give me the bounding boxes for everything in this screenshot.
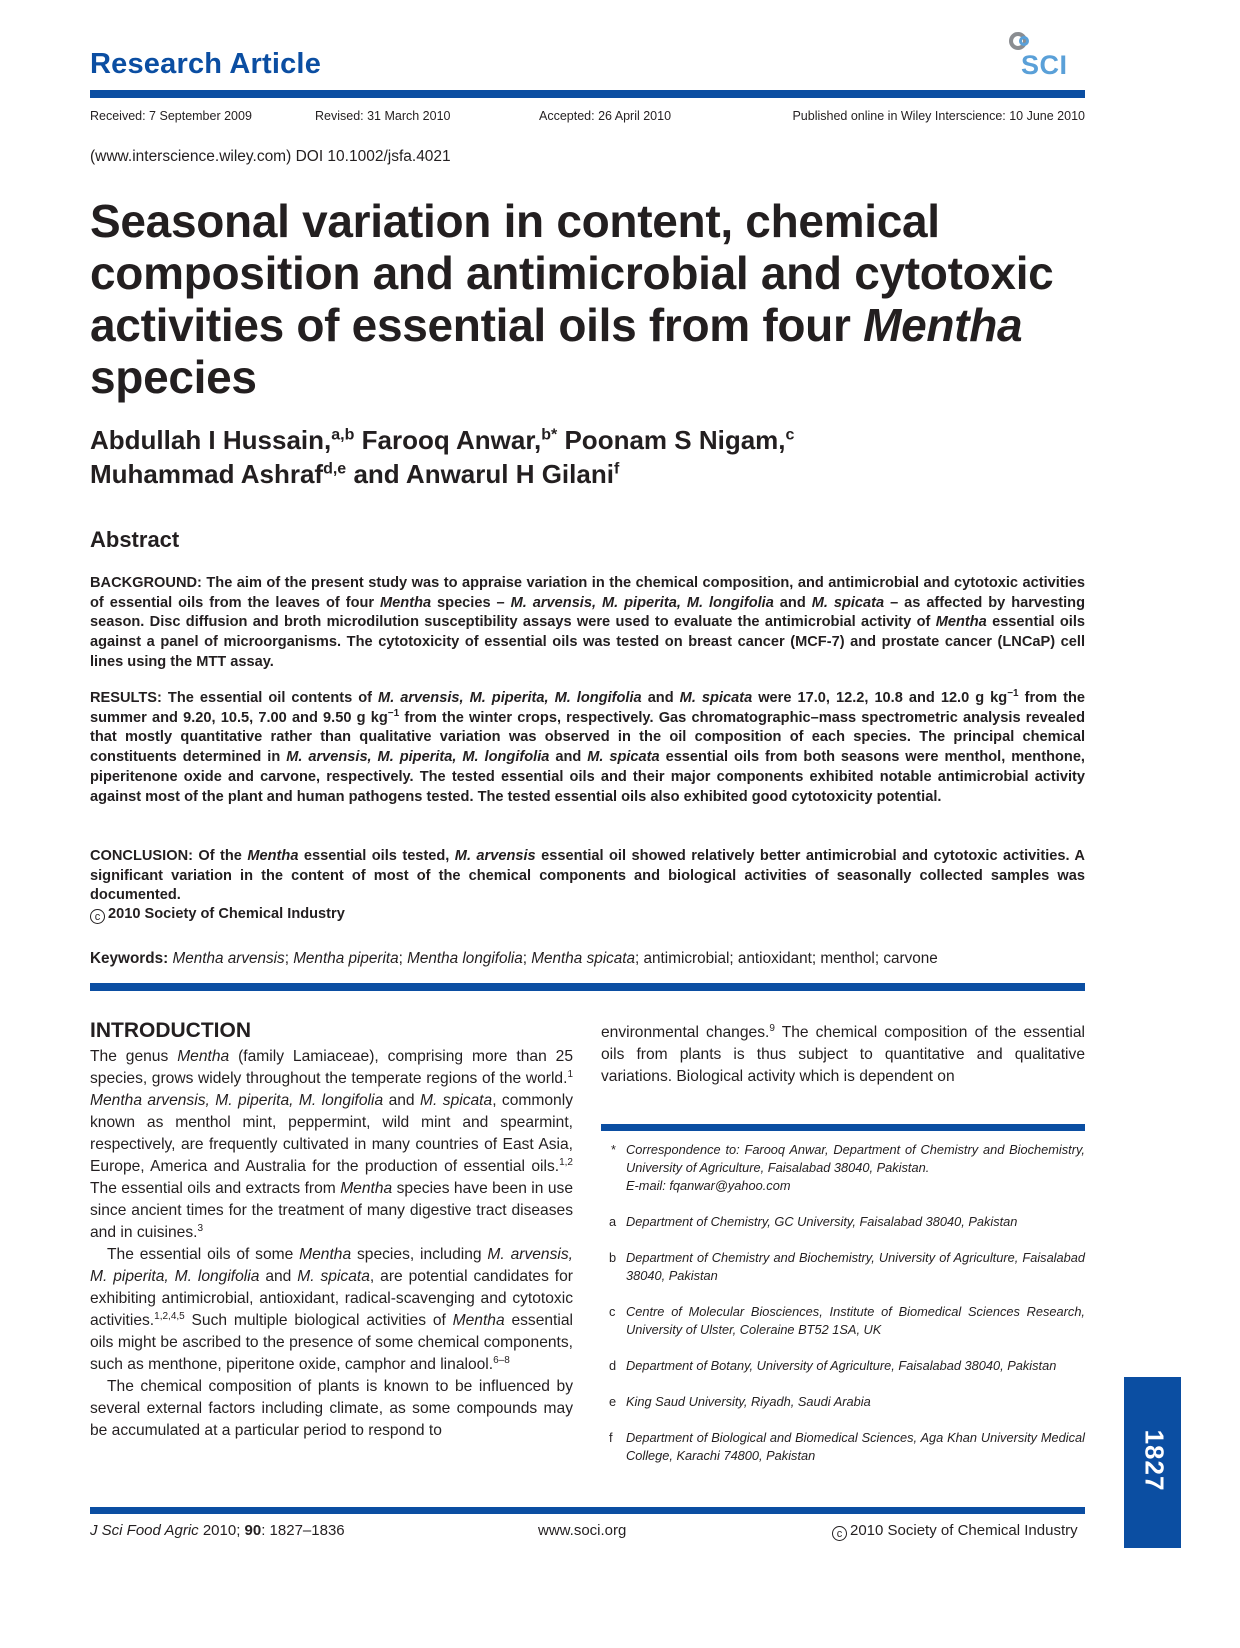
author-name: Muhammad Ashraf <box>90 459 324 489</box>
intro-paragraph-1: The genus Mentha (family Lamiaceae), comprising more than 25 species, grows widely throughout the temperate regions of the world.$^1$ Mentha arvensis, M. piperita, M. longifolia and M. spicata, commonly known as menthol mint, peppermint, wild mint and spearmint, respectively, are frequently cultivated in many countries of East Asia, Europe, America and Australia for the production of essential oils.$^{1,2}$ The essential oils and extracts from Mentha species have been in use since ancient times for the treatment of many digestive tract diseases and in cuisines.$^3$ <box>90 1048 573 1241</box>
author-name: and Anwarul H Gilani <box>353 459 614 489</box>
published-date: Published online in Wiley Interscience: 10 June 2010 <box>792 109 1085 123</box>
footnote-rule <box>601 1124 1085 1131</box>
intro-paragraph-3: The chemical composition of plants is known to be influenced by several external factors including climate, as some compounds may be accumulated at a particular period to respond to <box>90 1378 573 1439</box>
title-genus: Mentha <box>863 299 1023 351</box>
logo-text: SCI <box>1021 50 1068 80</box>
author-affiliation: c <box>785 426 795 444</box>
intro-right-column: environmental changes.$^9$ The chemical composition of the essential oils from plants is thus subject to quantitative and qualitative variations. Biological activity which is dependent on <box>601 1022 1085 1085</box>
sci-logo <box>1005 30 1090 78</box>
author-name: Farooq Anwar, <box>361 425 542 455</box>
affiliation-a: a Department of Chemistry, GC University, Faisalabad 38040, Pakistan <box>609 1214 1018 1229</box>
footer-rule <box>90 1507 1085 1514</box>
accepted-date: Accepted: 26 April 2010 <box>539 109 672 123</box>
doi-line: (www.interscience.wiley.com) DOI 10.1002/jsfa.4021 <box>90 148 451 165</box>
keywords-line: Keywords: Mentha arvensis; Mentha piperita; Mentha longifolia; Mentha spicata; antimicrobial; antioxidant; menthol; carvone <box>90 950 938 967</box>
author-name: Abdullah I Hussain, <box>90 425 332 455</box>
author-affiliation: b* <box>541 426 558 444</box>
abstract-background: BACKGROUND: The aim of the present study was to appraise variation in the chemical composition, and antimicrobial and cytotoxic activities of essential oils from the leaves of four Mentha species – M. arvensis, M. piperita, M. longifolia and M. spicata – as affected by harvesting season. Disc diffusion and broth microdilution susceptibility assays were used to evaluate the antimicrobial activity of Mentha essential oils against a panel of microorganisms. The cytotoxicity of essential oils was tested on breast cancer (MCF-7) and prostate cancer (LNCaP) cell lines using the MTT assay. <box>90 575 1085 670</box>
logo-ring-inner-icon <box>1019 36 1029 46</box>
author-affiliation: a,b <box>331 426 355 444</box>
header-rule <box>90 90 1085 98</box>
abstract-results: RESULTS: The essential oil contents of M. arvensis, M. piperita, M. longifolia and M. spicata were 17.0, 12.2, 10.8 and 12.0 g $kg^{-1}$ from the summer and 9.20, 10.5, 7.00 and 9.50 g $kg^{-1}$ from the winter crops, respectively. Gas chromatographic–mass spectrometric analysis revealed that mostly quantitative rather than qualitative variation was observed in the oil composition of each species. The principal chemical constituents determined in M. arvensis, M. piperita, M. longifolia and M. spicata essential oils from both seasons were menthol, menthone, piperitenone oxide and carvone, respectively. The tested essential oils and their major components exhibited notable antimicrobial activity against most of the plant and human pathogens tested. The tested essential oils also exhibited good cytotoxicity potential. <box>90 688 1085 805</box>
footer-copyright: c 2010 Society of Chemical Industry <box>832 1522 1078 1541</box>
author-list <box>90 423 1090 491</box>
revised-date: Revised: 31 March 2010 <box>315 109 451 123</box>
footer-website: www.soci.org <box>538 1522 627 1539</box>
page-number-tab <box>1124 1377 1181 1548</box>
affiliation-c: c Centre of Molecular Biosciences, Institute of Biomedical Sciences Research, University of Ulster, Coleraine BT52 1SA, UK <box>609 1304 1085 1337</box>
affiliation-f: f Department of Biological and Biomedical Sciences, Aga Khan University Medical College, Karachi 74800, Pakistan <box>609 1430 1085 1463</box>
correspondence-footnote: * Correspondence to: Farooq Anwar, Department of Chemistry and Biochemistry, University of Agriculture, Faisalabad 38040, Pakistan. E-mail: fqanwar@yahoo.com <box>611 1142 1085 1193</box>
article-title <box>90 195 1090 403</box>
copyright-icon: c <box>90 909 105 924</box>
affiliation-b: b Department of Chemistry and Biochemistry, University of Agriculture, Faisalabad 38040, Pakistan <box>609 1250 1085 1283</box>
introduction-heading: INTRODUCTION <box>90 1019 251 1042</box>
received-date: Received: 7 September 2009 <box>90 109 252 123</box>
abstract-heading: Abstract <box>90 527 180 552</box>
intro-paragraph-2: The essential oils of some Mentha species, including M. arvensis, M. piperita, M. longifolia and M. spicata, are potential candidates for exhibiting antimicrobial, antioxidant, radical-scavenging and cytotoxic activities.$^{1,2,4,5}$ Such multiple biological activities of Mentha essential oils might be ascribed to the presence of some chemical components, such as menthone, piperitone oxide, camphor and linalool.$^{6-8}$ <box>90 1246 573 1373</box>
article-type-heading: Research Article <box>90 48 322 80</box>
page-number: 1827 <box>1139 1429 1170 1492</box>
affiliation-footnotes <box>601 1141 1085 1483</box>
affiliation-e: e King Saud University, Riyadh, Saudi Arabia <box>609 1394 871 1409</box>
abstract-copyright: c 2010 Society of Chemical Industry <box>90 906 345 924</box>
copyright-icon: c <box>832 1526 847 1541</box>
abstract-rule <box>90 983 1085 991</box>
title-text: Seasonal variation in content, chemical composition and antimicrobial and cytotoxic activities of essential oils from four <box>90 195 1054 351</box>
abstract-conclusion: CONCLUSION: Of the Mentha essential oils tested, M. arvensis essential oil showed relatively better antimicrobial and cytotoxic activities. A significant variation in the content of most of the chemical components and biological activities of seasonally collected samples was documented. <box>90 848 1085 904</box>
author-affiliation: d,e <box>323 460 347 478</box>
author-affiliation: f <box>613 460 620 478</box>
affiliation-d: d Department of Botany, University of Agriculture, Faisalabad 38040, Pakistan <box>609 1358 1057 1373</box>
footer-citation: J Sci Food Agric 2010; 90: 1827–1836 <box>90 1522 345 1539</box>
author-name: Poonam S Nigam, <box>564 425 786 455</box>
intro-left-column <box>90 1046 573 1442</box>
title-tail: species <box>90 351 257 403</box>
